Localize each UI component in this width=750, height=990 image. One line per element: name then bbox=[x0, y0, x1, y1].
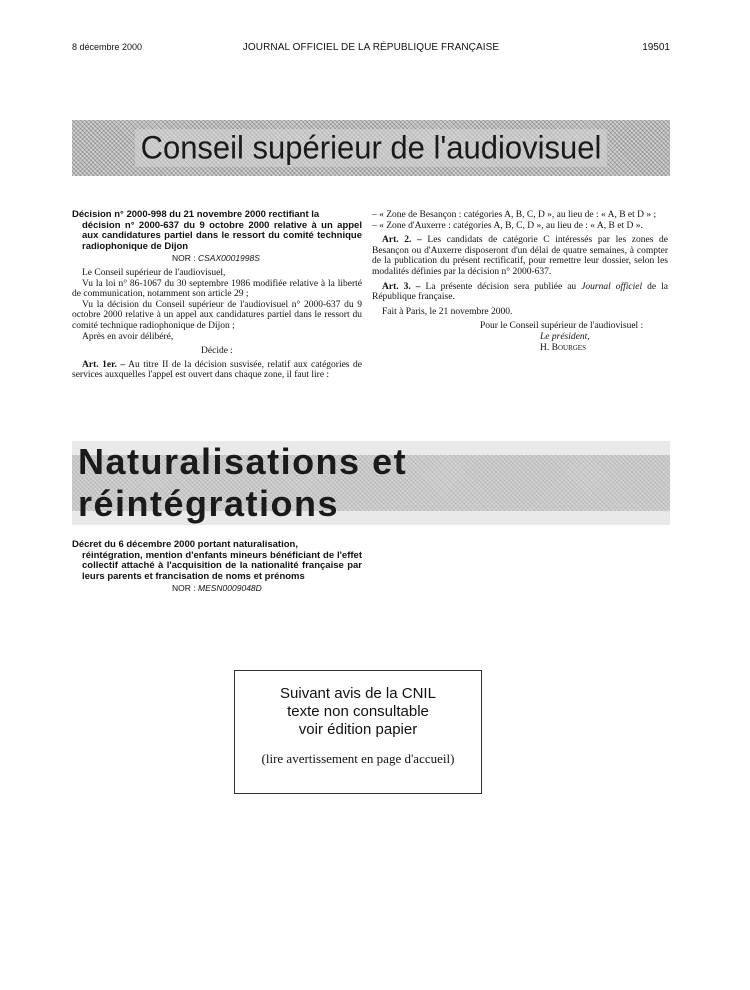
decision-column-left bbox=[72, 210, 362, 381]
decision-title-first-line: Décision n° 2000-998 du 21 novembre 2000 rectifiant la bbox=[72, 209, 320, 220]
page-header bbox=[72, 42, 670, 56]
article-1 bbox=[72, 360, 362, 381]
nor-value: MESN0009048D bbox=[198, 583, 262, 594]
header-journal-title: JOURNAL OFFICIEL DE LA RÉPUBLIQUE FRANÇAISE bbox=[242, 42, 500, 53]
article-3-text: La présente décision sera publiée au bbox=[425, 281, 577, 292]
signature-block bbox=[480, 321, 668, 353]
article-1-label: Art. 1er. – bbox=[82, 359, 126, 370]
decision-title bbox=[72, 210, 362, 252]
header-date: 8 décembre 2000 bbox=[72, 42, 143, 52]
signature-line-2: Le président, bbox=[540, 331, 590, 342]
decision-paragraph: Le Conseil supérieur de l'audiovisuel, bbox=[82, 267, 226, 278]
signatory-initial: H. bbox=[540, 342, 550, 353]
section-banner-title: Naturalisations et réintégrations bbox=[72, 441, 670, 525]
list-item: – « Zone d'Auxerre : catégories A, B, C, D », au lieu de : « A, B et D ». bbox=[372, 220, 643, 231]
decision-column-right bbox=[372, 210, 668, 353]
cnil-notice-box bbox=[234, 670, 482, 794]
journal-officiel-ref: Journal officiel bbox=[581, 281, 643, 292]
decree-title bbox=[72, 540, 362, 582]
signature-line-3 bbox=[480, 343, 668, 354]
done-at-line: Fait à Paris, le 21 novembre 2000. bbox=[382, 306, 513, 317]
article-2 bbox=[372, 235, 668, 277]
signatory-name: Bourges bbox=[551, 342, 586, 353]
section-banner-csa bbox=[72, 120, 670, 176]
decree-block bbox=[72, 540, 362, 597]
nor-label: NOR : bbox=[172, 583, 196, 594]
header-page-number: 19501 bbox=[642, 42, 670, 53]
decree-nor bbox=[72, 583, 362, 594]
section-banner-naturalisations bbox=[72, 441, 670, 524]
decide-line: Décide : bbox=[201, 346, 233, 357]
article-1-text: Au titre II de la décision susvisée, relatif aux catégories de services auxquelles l'appel est ouvert dans chaque zone, il faut lire : bbox=[72, 359, 363, 381]
article-3-label: Art. 3. – bbox=[382, 281, 421, 292]
article-2-text: Les candidats de catégorie C intéressés par les zones de Besançon ou d'Auxerre disposeront d'un délai de quatre semaines, à compter de la publication du présent rectificatif, pour remettre leur dossier, selon les modalités définies par la décision n° 2000-637. bbox=[372, 235, 669, 277]
article-2-label: Art. 2. – bbox=[382, 235, 422, 246]
article-3-text-end: de la République française. bbox=[372, 281, 668, 303]
article-3 bbox=[372, 282, 668, 303]
nor-label: NOR : bbox=[172, 253, 196, 264]
section-banner-title: Conseil supérieur de l'audiovisuel bbox=[135, 129, 608, 167]
cnil-note: (lire avertissement en page d'accueil) bbox=[261, 751, 455, 766]
decree-title-first-line: Décret du 6 décembre 2000 portant naturalisation, bbox=[72, 539, 298, 550]
cnil-line-3: voir édition papier bbox=[298, 721, 418, 738]
cnil-line-2: texte non consultable bbox=[287, 703, 429, 720]
decree-title-rest: réintégration, mention d'enfants mineurs bénéficiant de l'effet collectif attaché à l'acquisition de la nationalité française par leurs parents et francisation de noms et prénoms bbox=[82, 549, 362, 582]
decision-paragraph: Après en avoir délibéré, bbox=[82, 331, 174, 342]
list-item: – « Zone de Besançon : catégories A, B, C, D », au lieu de : « A, B et D » ; bbox=[372, 210, 657, 220]
decision-title-rest: décision n° 2000-637 du 9 octobre 2000 relative à un appel aux candidatures partiel dans le ressort du comité technique radiophonique de Dijon bbox=[82, 219, 362, 252]
decision-paragraph: Vu la loi n° 86-1067 du 30 septembre 1986 modifiée relative à la liberté de communication, notamment son article 29 ; bbox=[72, 278, 362, 300]
signature-line-1: Pour le Conseil supérieur de l'audiovisuel : bbox=[480, 321, 644, 332]
decision-nor bbox=[72, 253, 362, 264]
nor-value: CSAX0001998S bbox=[198, 253, 260, 264]
decision-paragraph: Vu la décision du Conseil supérieur de l'audiovisuel n° 2000-637 du 9 octobre 2000 relative à un appel aux candidatures partiel dans le ressort du comité technique radiophonique de Dijon ; bbox=[72, 299, 362, 331]
cnil-line-1: Suivant avis de la CNIL bbox=[280, 685, 436, 702]
